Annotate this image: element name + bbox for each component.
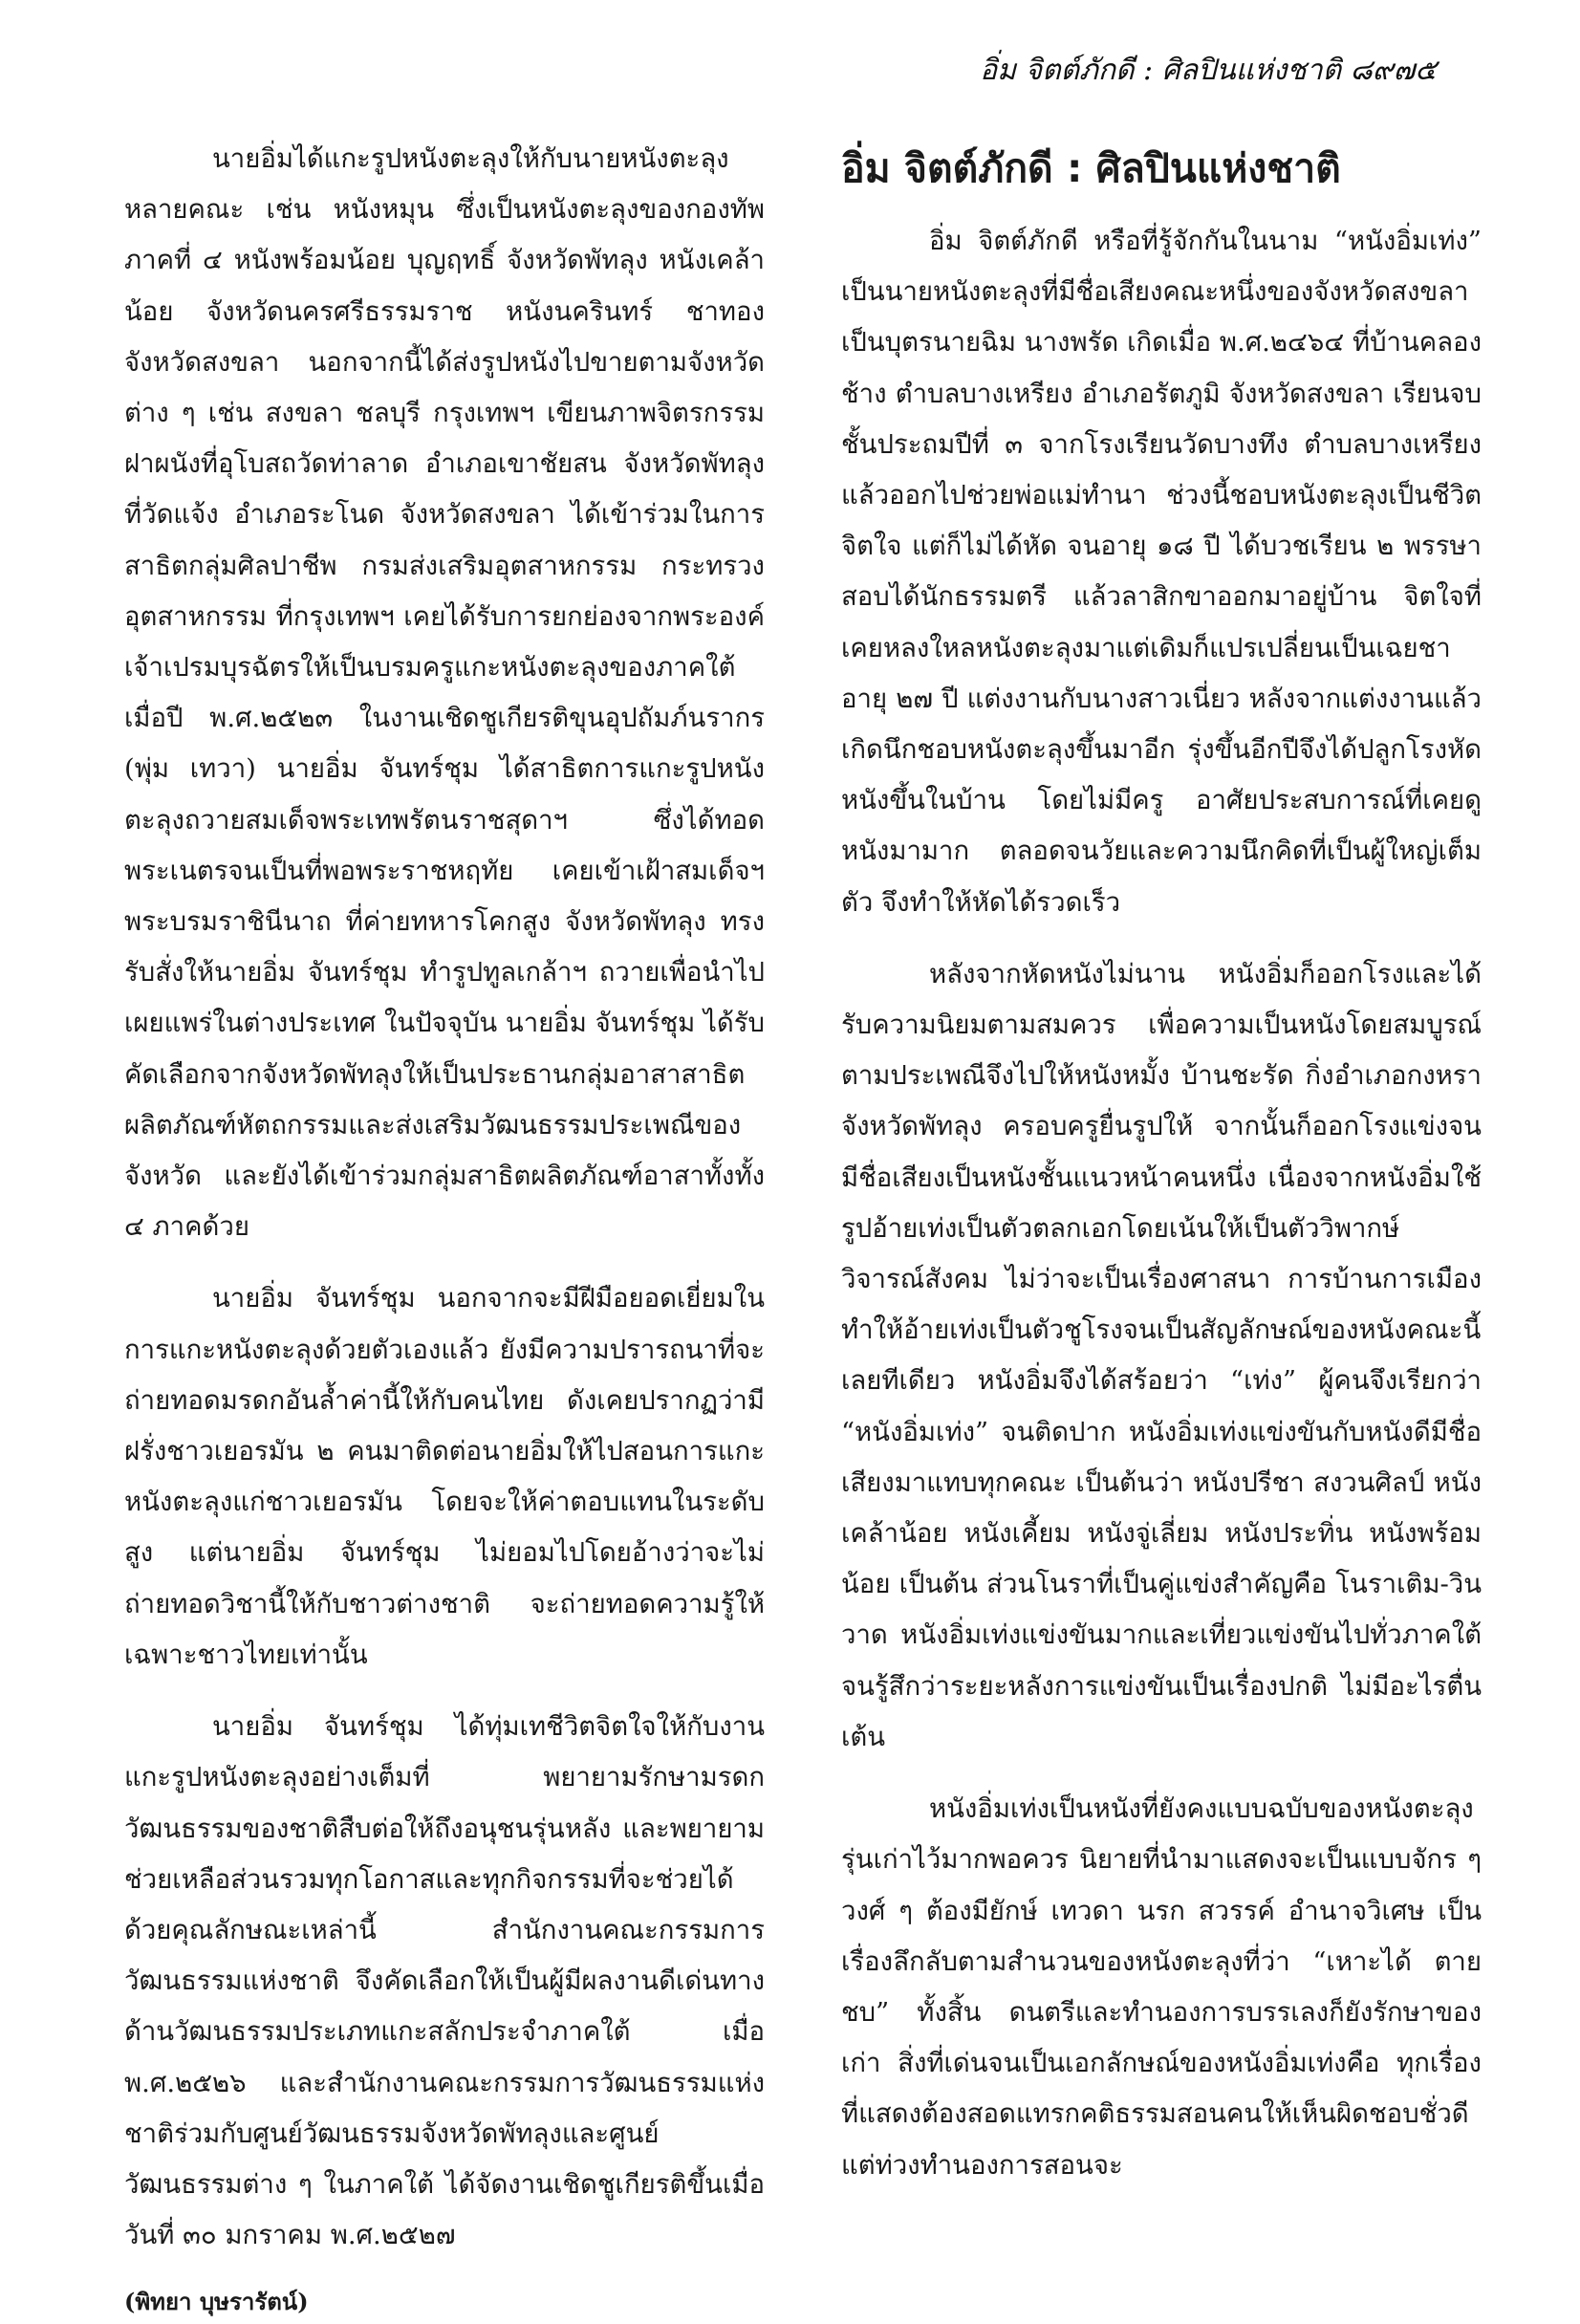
article-title: อิ่ม จิตต์ภักดี : ศิลปินแห่งชาติ — [841, 145, 1341, 191]
right-paragraph-1: อิ่ม จิตต์ภักดี หรือที่รู้จักกันในนาม “หนังอิ่มเท่ง” เป็นนายหนังตะลุงที่มีชื่อเสียงคณะหนึ่งของจังหวัดสงขลา เป็นบุตรนายฉิม นางพรัด เกิดเมื่อ พ.ศ.๒๔๖๔ ที่บ้านคลองช้าง ตำบลบางเหรียง อำเภอรัตภูมิ จังหวัดสงขลา เรียนจบชั้นประถมปีที่ ๓ จากโรงเรียนวัดบางทึง ตำบลบางเหรียง แล้วออกไปช่วยพ่อแม่ทำนา ช่วงนี้ชอบหนังตะลุงเป็นชีวิตจิตใจ แต่ก็ไม่ได้หัด จนอายุ ๑๘ ปี ได้บวชเรียน ๒ พรรษา สอบได้นักธรรมตรี แล้วลาสิกขาออกมาอยู่บ้าน จิตใจที่เคยหลงใหลหนังตะลุงมาแต่เดิมก็แปรเปลี่ยนเป็นเฉยชา อายุ ๒๗ ปี แต่งงานกับนางสาวเนี่ยว หลังจากแต่งงานแล้วเกิดนึกชอบหนังตะลุงขึ้นมาอีก รุ่งขึ้นอีกปีจึงได้ปลูกโรงหัดหนังขึ้นในบ้าน โดยไม่มีครู อาศัยประสบการณ์ที่เคยดูหนังมามาก ตลอดจนวัยและความนึกคิดที่เป็นผู้ใหญ่เต็มตัว จึงทำให้หัดได้รวดเร็ว — [841, 226, 1482, 918]
right-paragraph-3: หนังอิ่มเท่งเป็นหนังที่ยังคงแบบฉบับของหนังตะลุงรุ่นเก่าไว้มากพอควร นิยายที่นำมาแสดงจะเป็นแบบจักร ๆ วงศ์ ๆ ต้องมียักษ์ เทวดา นรก สวรรค์ อำนาจวิเศษ เป็นเรื่องลึกลับตามสำนวนของหนังตะลุงที่ว่า “เหาะได้ ตายชบ” ทั้งสิ้น ดนตรีและทำนองการบรรเลงก็ยังรักษาของเก่า สิ่งที่เด่นจนเป็นเอกลักษณ์ของหนังอิ่มเท่งคือ ทุกเรื่องที่แสดงต้องสอดแทรกคติธรรมสอนคนให้เห็นผิดชอบชั่วดี แต่ท่วงทำนองการสอนจะ — [841, 1793, 1482, 2181]
author-signature: (พิทยา บุษรารัตน์) — [124, 2288, 309, 2316]
right-paragraph-2: หลังจากหัดหนังไม่นาน หนังอิ่มก็ออกโรงและได้รับความนิยมตามสมควร เพื่อความเป็นหนังโดยสมบูรณ์ตามประเพณีจึงไปให้หนังหมั้ง บ้านชะรัด กิ่งอำเภอกงหรา จังหวัดพัทลุง ครอบครูยื่นรูปให้ จากนั้นก็ออกโรงแข่งจนมีชื่อเสียงเป็นหนังชั้นแนวหน้าคนหนึ่ง เนื่องจากหนังอิ่มใช้รูปอ้ายเท่งเป็นตัวตลกเอกโดยเน้นให้เป็นตัววิพากษ์วิจารณ์สังคม ไม่ว่าจะเป็นเรื่องศาสนา การบ้านการเมือง ทำให้อ้ายเท่งเป็นตัวชูโรงจนเป็นสัญลักษณ์ของหนังคณะนี้เลยทีเดียว หนังอิ่มจึงได้สร้อยว่า “เท่ง” ผู้คนจึงเรียกว่า “หนังอิ่มเท่ง” จนติดปาก หนังอิ่มเท่งแข่งขันกับหนังดีมีชื่อเสียงมาแทบทุกคณะ เป็นต้นว่า หนังปรีชา สงวนศิลป์ หนังเคล้าน้อย หนังเคี้ยม หนังจู่เลี่ยม หนังประทิ่น หนังพร้อมน้อย เป็นต้น ส่วนโนราที่เป็นคู่แข่งสำคัญคือ โนราเติม-วินวาด หนังอิ่มเท่งแข่งขันมากและเที่ยวแข่งขันไปทั่วภาคใต้จนรู้สึกว่าระยะหลังการแข่งขันเป็นเรื่องปกติ ไม่มีอะไรตื่นเต้น — [841, 958, 1482, 1752]
left-paragraph-3: นายอิ่ม จันทร์ชุม ได้ทุ่มเทชีวิตจิตใจให้กับงานแกะรูปหนังตะลุงอย่างเต็มที่ พยายามรักษามรดกวัฒนธรรมของชาติสืบต่อให้ถึงอนุชนรุ่นหลัง และพยายามช่วยเหลือส่วนรวมทุกโอกาสและทุกกิจกรรมที่จะช่วยได้ ด้วยคุณลักษณะเหล่านี้ สำนักงานคณะกรรมการวัฒนธรรมแห่งชาติ จึงคัดเลือกให้เป็นผู้มีผลงานดีเด่นทางด้านวัฒนธรรมประเภทแกะสลักประจำภาคใต้ เมื่อ พ.ศ.๒๕๒๖ และสำนักงานคณะกรรมการวัฒนธรรมแห่งชาติร่วมกับศูนย์วัฒนธรรมจังหวัดพัทลุงและศูนย์วัฒนธรรมต่าง ๆ ในภาคใต้ ได้จัดงานเชิดชูเกียรติขึ้นเมื่อวันที่ ๓๐ มกราคม พ.ศ.๒๕๒๗ — [124, 1711, 765, 2251]
left-column — [124, 134, 765, 2324]
running-header: อิ่ม จิตต์ภักดี : ศิลปินแห่งชาติ ๘๙๗๕ — [980, 54, 1437, 87]
left-paragraph-1: นายอิ่มได้แกะรูปหนังตะลุงให้กับนายหนังตะลุงหลายคณะ เช่น หนังหมุน ซึ่งเป็นหนังตะลุงของกองทัพภาคที่ ๔ หนังพร้อมน้อย บุญฤทธิ์ จังหวัดพัทลุง หนังเคล้าน้อย จังหวัดนครศรีธรรมราช หนังนครินทร์ ชาทอง จังหวัดสงขลา นอกจากนี้ได้ส่งรูปหนังไปขายตามจังหวัดต่าง ๆ เช่น สงขลา ชลบุรี กรุงเทพฯ เขียนภาพจิตรกรรมฝาผนังที่อุโบสถวัดท่าลาด อำเภอเขาชัยสน จังหวัดพัทลุง ที่วัดแจ้ง อำเภอระโนด จังหวัดสงขลา ได้เข้าร่วมในการสาธิตกลุ่มศิลปาชีพ กรมส่งเสริมอุตสาหกรรม กระทรวงอุตสาหกรรม ที่กรุงเทพฯ เคยได้รับการยกย่องจากพระองค์เจ้าเปรมบุรฉัตรให้เป็นบรมครูแกะหนังตะลุงของภาคใต้ เมื่อปี พ.ศ.๒๕๒๓ ในงานเชิดชูเกียรติขุนอุปถัมภ์นรากร (พุ่ม เทวา) นายอิ่ม จันทร์ชุม ได้สาธิตการแกะรูปหนังตะลุงถวายสมเด็จพระเทพรัตนราชสุดาฯ ซึ่งได้ทอดพระเนตรจนเป็นที่พอพระราชหฤทัย เคยเข้าเฝ้าสมเด็จฯ พระบรมราชินีนาถ ที่ค่ายทหารโคกสูง จังหวัดพัทลุง ทรงรับสั่งให้นายอิ่ม จันทร์ชุม ทำรูปทูลเกล้าฯ ถวายเพื่อนำไปเผยแพร่ในต่างประเทศ ในปัจจุบัน นายอิ่ม จันทร์ชุม ได้รับคัดเลือกจากจังหวัดพัทลุงให้เป็นประธานกลุ่มอาสาสาธิตผลิตภัณฑ์หัตถกรรมและส่งเสริมวัฒนธรรมประเพณีของจังหวัด และยังได้เข้าร่วมกลุ่มสาธิตผลิตภัณฑ์อาสาทั้งทั้ง ๔ ภาคด้วย — [124, 143, 765, 1243]
right-column — [841, 134, 1482, 2212]
left-paragraph-2: นายอิ่ม จันทร์ชุม นอกจากจะมีฝีมือยอดเยี่ยมในการแกะหนังตะลุงด้วยตัวเองแล้ว ยังมีความปรารถนาที่จะถ่ายทอดมรดกอันล้ำค่านี้ให้กับคนไทย ดังเคยปรากฏว่ามีฝรั่งชาวเยอรมัน ๒ คนมาติดต่อนายอิ่มให้ไปสอนการแกะหนังตะลุงแก่ชาวเยอรมัน โดยจะให้ค่าตอบแทนในระดับสูง แต่นายอิ่ม จันทร์ชุม ไม่ยอมไปโดยอ้างว่าจะไม่ถ่ายทอดวิชานี้ให้กับชาวต่างชาติ จะถ่ายทอดความรู้ให้เฉพาะชาวไทยเท่านั้น — [124, 1283, 765, 1670]
